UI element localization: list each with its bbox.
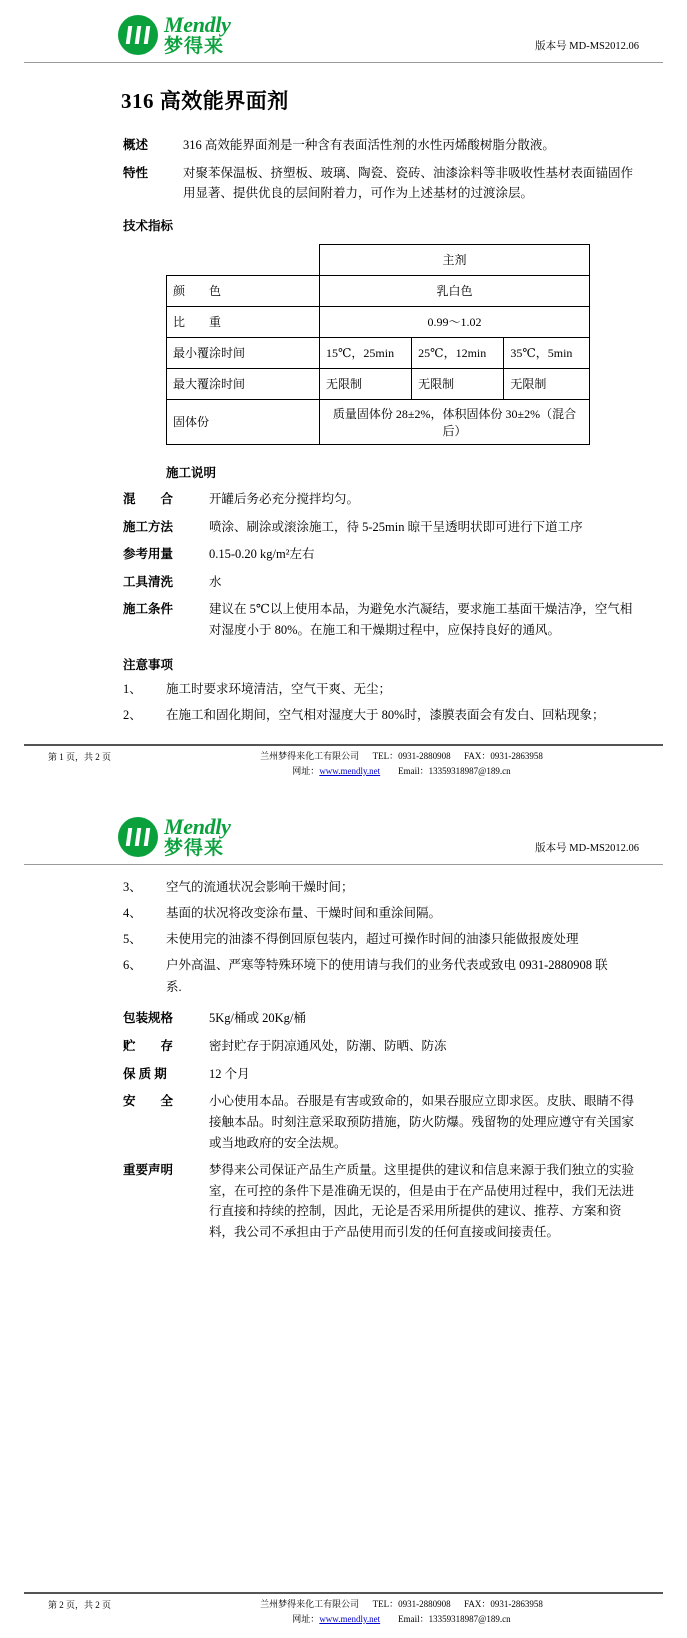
version-code-1: 版本号 MD-MS2012.06	[535, 41, 639, 52]
spec-header-main: 主剂	[320, 244, 590, 275]
table-row	[167, 275, 590, 306]
spec-header-blank	[167, 244, 320, 275]
table-row	[167, 368, 590, 399]
construction-cleaning-row	[123, 572, 639, 593]
brand-logo-2	[118, 816, 231, 858]
construction-cleaning-label: 工具清洗	[123, 574, 174, 589]
spec-value-min-recoat-1: 15℃，25min	[320, 337, 412, 368]
spec-section-title: 技术指标	[123, 218, 174, 233]
package-row	[123, 1008, 639, 1029]
construction-method-label: 施工方法	[123, 519, 174, 534]
header-divider-1	[24, 62, 663, 63]
footer-tel-1: TEL：0931-2880908	[372, 751, 451, 761]
intro-features-text: 对聚苯保温板、挤塑板、玻璃、陶瓷、瓷砖、油漆涂料等非吸收性基材表面锚固作用显著、提供优良的层间附着力，可作为上述基材的过渡涂层。	[183, 165, 634, 201]
brand-name-cn-2: 梦得来	[164, 838, 225, 859]
spec-label-color: 颜 色	[167, 275, 320, 306]
package-text: 5Kg/桶或 20Kg/桶	[209, 1011, 306, 1026]
footer-site-link-2[interactable]: www.mendly.net	[319, 1613, 381, 1624]
intro-overview-text: 316 高效能界面剂是一种含有表面活性剂的水性丙烯酸树脂分散液。	[183, 138, 555, 152]
footer-fax-1: FAX：0931-2863958	[464, 751, 543, 761]
page-1-content	[0, 85, 687, 726]
construction-condition-text: 建议在 5℃以上使用本品，为避免水汽凝结，要求施工基面干燥洁净，空气相对湿度小于 80%。在施工和干燥期过程中，应保持良好的通风。	[209, 602, 633, 637]
version-code-2: 版本号 MD-MS2012.06	[535, 843, 639, 854]
safety-label: 安 全	[123, 1094, 174, 1109]
construction-mix-row	[123, 489, 639, 510]
brand-logo	[118, 14, 231, 56]
footer-email-label-2: Email：	[398, 1613, 429, 1624]
spec-value-max-recoat-2: 无限制	[412, 368, 504, 399]
construction-condition-row	[123, 599, 639, 640]
mendly-logo-icon	[118, 817, 158, 857]
page-number-2: 第 2 页，共 2 页	[48, 1600, 112, 1610]
footer-email-1: 13359318987@189.cn	[428, 765, 511, 776]
safety-row	[123, 1091, 639, 1153]
spec-value-solids: 质量固体份 28±2%，体积固体份 30±2%（混合后）	[320, 399, 590, 444]
construction-mix-label: 混 合	[123, 491, 174, 506]
notice-6-num: 6、	[123, 957, 142, 972]
page-1-footer	[0, 744, 687, 778]
shelf-life-text: 12 个月	[209, 1066, 250, 1081]
footer-fax-2: FAX：0931-2863958	[464, 1599, 543, 1609]
notice-1-text: 施工时要求环境清洁，空气干爽、无尘；	[166, 681, 392, 696]
list-item	[48, 929, 639, 951]
spec-value-max-recoat-3: 无限制	[504, 368, 590, 399]
footer-company-1: 兰州梦得来化工有限公司	[260, 751, 360, 761]
table-row	[167, 399, 590, 444]
construction-usage-label: 参考用量	[123, 547, 174, 562]
table-row	[167, 337, 590, 368]
notice-4-num: 4、	[123, 905, 142, 920]
spec-label-min-recoat: 最小覆涂时间	[167, 337, 320, 368]
footer-divider-1	[24, 744, 663, 746]
notice-5-text: 未使用完的油漆不得倒回原包装内，超过可操作时间的油漆只能做报废处理	[166, 931, 579, 946]
footer-email-label-1: Email：	[398, 765, 429, 776]
notice-5-num: 5、	[123, 931, 142, 946]
intro-features-label: 特性	[123, 165, 149, 180]
spec-label-max-recoat: 最大覆涂时间	[167, 368, 320, 399]
notice-section-title: 注意事项	[123, 657, 174, 672]
intro-overview-row	[123, 135, 639, 156]
spec-value-density: 0.99～1.02	[320, 306, 590, 337]
spec-value-color: 乳白色	[320, 275, 590, 306]
storage-label: 贮 存	[123, 1039, 174, 1053]
storage-row	[123, 1036, 639, 1057]
construction-usage-text: 0.15-0.20 kg/m²左右	[209, 547, 315, 562]
page-title: 316 高效能界面剂	[121, 89, 289, 113]
table-row	[167, 306, 590, 337]
intro-overview-label: 概述	[123, 138, 149, 152]
brand-logo-text-2	[164, 816, 231, 858]
brand-name-en-2: Mendly	[164, 814, 231, 839]
construction-usage-row	[123, 544, 639, 565]
list-item	[48, 903, 639, 925]
page-2	[0, 790, 687, 1638]
page-2-header	[0, 790, 687, 862]
notice-2-text: 在施工和固化期间，空气相对湿度大于 80%时，漆膜表面会有发白、回粘现象；	[166, 707, 605, 722]
spec-table-header-row	[167, 244, 590, 275]
construction-mix-text: 开罐后务必充分搅拌均匀。	[209, 491, 360, 506]
page-1	[0, 0, 687, 790]
spec-label-density: 比 重	[167, 306, 320, 337]
disclaimer-label: 重要声明	[123, 1163, 174, 1178]
list-item	[48, 705, 639, 727]
notice-2-num: 2、	[123, 707, 142, 722]
footer-divider-2	[24, 1592, 663, 1594]
brand-name-en: Mendly	[164, 12, 231, 37]
safety-text: 小心使用本品。吞服是有害或致命的，如果吞服应立即求医。皮肤、眼睛不得接触本品。时刻注意采取预防措施，防火防爆。残留物的处理应遵守有关国家或当地政府的安全法规。	[209, 1094, 635, 1150]
list-item	[48, 877, 639, 899]
list-item	[48, 955, 639, 999]
footer-site-label-2: 网址：	[292, 1613, 320, 1624]
construction-section-title: 施工说明	[166, 465, 217, 480]
construction-method-row	[123, 517, 639, 538]
disclaimer-text: 梦得来公司保证产品生产质量。这里提供的建议和信息来源于我们独立的实验室，在可控的条件下是准确无误的，但是由于在产品使用过程中，我们无法进行直接和持续的控制，因此，无论是否采用所提供的建议、推荐、方案和资料，我公司不承担由于产品使用而引发的任何直接或间接责任。	[209, 1163, 635, 1239]
construction-cleaning-text: 水	[209, 574, 222, 589]
list-item	[48, 679, 639, 701]
spec-value-min-recoat-3: 35℃，5min	[504, 337, 590, 368]
construction-method-text: 喷涂、刷涂或滚涂施工，待 5-25min 晾干呈透明状即可进行下道工序	[209, 519, 583, 534]
shelf-life-row	[123, 1064, 639, 1085]
storage-text: 密封贮存于阴凉通风处，防潮、防晒、防冻	[209, 1039, 447, 1053]
page-2-content	[0, 865, 687, 1243]
footer-site-link-1[interactable]: www.mendly.net	[319, 765, 381, 776]
mendly-logo-icon	[118, 15, 158, 55]
shelf-life-label: 保 质 期	[123, 1066, 167, 1081]
spec-value-max-recoat-1: 无限制	[320, 368, 412, 399]
notice-3-text: 空气的流通状况会影响干燥时间；	[166, 880, 354, 894]
footer-company-2: 兰州梦得来化工有限公司	[260, 1599, 360, 1609]
notice-1-num: 1、	[123, 681, 142, 696]
footer-tel-2: TEL：0931-2880908	[372, 1599, 451, 1609]
notice-4-text: 基面的状况将改变涂布量、干燥时间和重涂间隔。	[166, 905, 442, 920]
package-label: 包装规格	[123, 1011, 174, 1026]
intro-features-row	[123, 163, 639, 204]
page-1-header	[0, 0, 687, 60]
construction-condition-label: 施工条件	[123, 602, 174, 617]
spec-value-min-recoat-2: 25℃，12min	[412, 337, 504, 368]
page-2-footer	[0, 1592, 687, 1626]
disclaimer-row	[123, 1160, 639, 1243]
spec-table	[166, 244, 590, 445]
spec-label-solids: 固体份	[167, 399, 320, 444]
footer-site-label-1: 网址：	[292, 765, 320, 776]
brand-name-cn: 梦得来	[164, 36, 225, 57]
brand-logo-text	[164, 14, 231, 56]
notice-6-text: 户外高温、严寒等特殊环境下的使用请与我们的业务代表或致电 0931-2880908 联系.	[166, 957, 608, 994]
notice-3-num: 3、	[123, 880, 142, 894]
footer-email-2: 13359318987@189.cn	[428, 1613, 511, 1624]
page-number-1: 第 1 页，共 2 页	[48, 752, 112, 762]
